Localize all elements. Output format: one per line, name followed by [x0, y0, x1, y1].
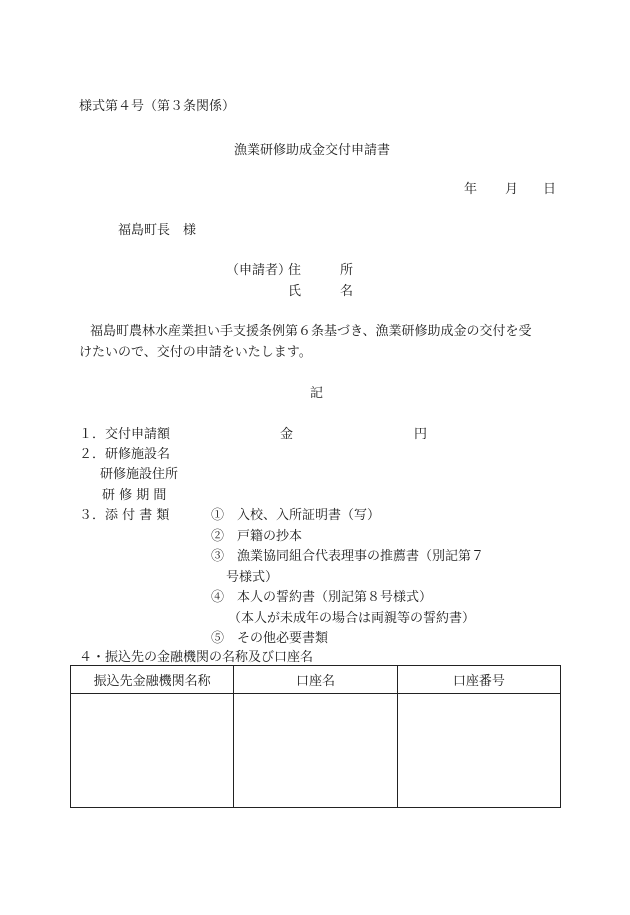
body-line-2: けたいので、交付の申請をいたします。 — [79, 345, 312, 360]
cell-bank-name[interactable] — [71, 694, 234, 808]
date-month: 月 — [505, 182, 519, 197]
item1-label: １．交付申請額 — [79, 427, 171, 442]
header-bank-name: 振込先金融機関名称 — [71, 666, 234, 694]
header-account-name: 口座名 — [234, 666, 397, 694]
item1-yen: 円 — [414, 427, 428, 442]
item1-kin: 金 — [280, 427, 294, 442]
address-label-2: 所 — [340, 263, 354, 278]
cell-account-name[interactable] — [234, 694, 397, 808]
form-number: 様式第４号（第３条関係） — [79, 99, 236, 114]
attachment-4: ④ 本人の誓約書（別記第８号様式） — [211, 590, 433, 605]
item2-sub1: 研修施設住所 — [100, 467, 179, 482]
attachment-4-note: （本人が未成年の場合は両親等の誓約書） — [228, 611, 476, 626]
cell-account-number[interactable] — [397, 694, 560, 808]
date-day: 日 — [543, 182, 557, 197]
item3-label: ３．添 付 書 類 — [79, 508, 170, 523]
attachment-2: ② 戸籍の抄本 — [211, 529, 303, 544]
header-account-number: 口座番号 — [397, 666, 560, 694]
body-line-1: 福島町農林水産業担い手支援条例第６条基づき、漁業研修助成金の交付を受 — [90, 324, 532, 339]
applicant-label: （申請者） — [226, 263, 292, 278]
attachment-1: ① 入校、入所証明書（写） — [211, 508, 381, 523]
name-label-2: 名 — [340, 284, 354, 299]
item4-label: ４・振込先の金融機関の名称及び口座名 — [79, 650, 314, 665]
item2-label: ２．研修施設名 — [79, 447, 171, 462]
attachment-3-cont: 号様式） — [226, 570, 279, 585]
addressee: 福島町長 様 — [118, 223, 197, 238]
page-title: 漁業研修助成金交付申請書 — [234, 143, 391, 158]
attachment-5: ⑤ その他必要書類 — [211, 631, 329, 646]
date-year: 年 — [464, 182, 478, 197]
address-label-1: 住 — [288, 263, 302, 278]
item2-sub2: 研 修 期 間 — [102, 488, 167, 503]
attachment-3: ③ 漁業協同組合代表理事の推薦書（別記第７ — [211, 549, 485, 564]
ki-heading: 記 — [310, 386, 324, 401]
name-label-1: 氏 — [288, 284, 302, 299]
bank-account-table — [70, 665, 561, 808]
